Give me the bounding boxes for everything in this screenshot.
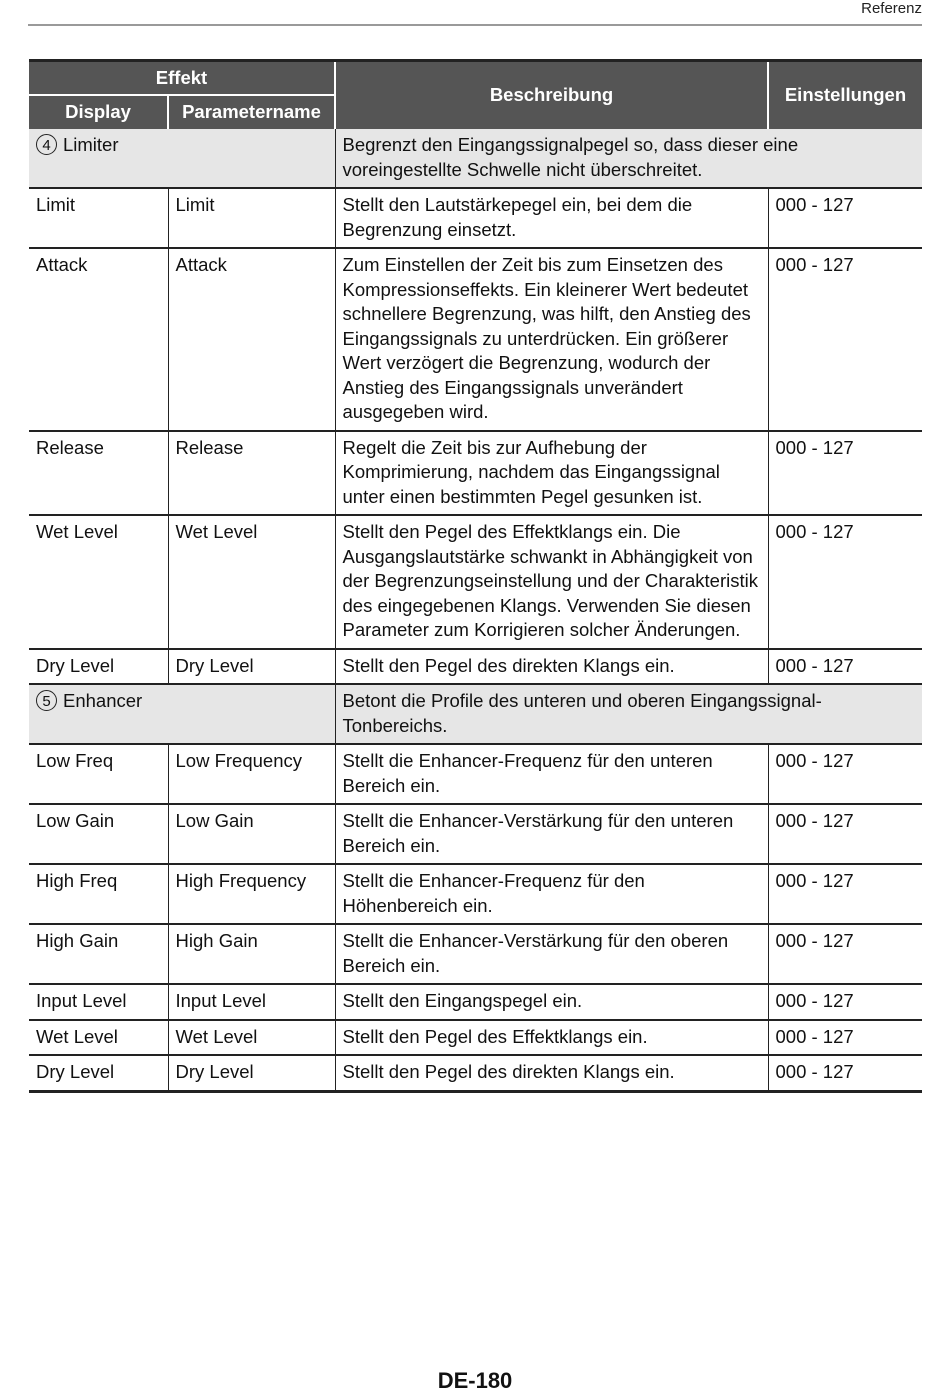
parameter-name-cell: Wet Level [168,1020,335,1056]
settings-range-cell: 000 - 127 [768,649,922,685]
effect-name-cell [29,129,335,188]
section-label: Referenz [861,0,922,17]
description-cell: Stellt den Pegel des direkten Klangs ein. [335,1055,768,1091]
display-cell: Limit [29,188,168,248]
parameter-name-cell: Release [168,431,335,516]
parameter-name-cell: High Gain [168,924,335,984]
parameter-row [29,984,922,1020]
description-cell: Stellt den Pegel des direkten Klangs ein. [335,649,768,685]
parameter-name-cell: Attack [168,248,335,431]
parameter-name-cell: Limit [168,188,335,248]
effect-name-cell [29,684,335,744]
display-cell: Input Level [29,984,168,1020]
description-cell: Stellt den Pegel des Effektklangs ein. [335,1020,768,1056]
parameter-name-cell: Dry Level [168,1055,335,1091]
settings-range-cell: 000 - 127 [768,864,922,924]
settings-range-cell: 000 - 127 [768,188,922,248]
top-rule [28,24,922,26]
effect-name: Limiter [63,134,119,155]
effect-description: Betont die Profile des unteren und oberen Eingangssignal-Tonbereichs. [335,684,922,744]
display-cell: Dry Level [29,649,168,685]
description-cell: Regelt die Zeit bis zur Aufhebung der Komprimierung, nachdem das Eingangssignal unter einen bestimmten Pegel gesunken ist. [335,431,768,516]
settings-range-cell: 000 - 127 [768,924,922,984]
parameter-row [29,804,922,864]
effect-number-badge: 5 [36,690,57,711]
header-parametername: Parametername [168,95,335,129]
description-cell: Stellt den Lautstärkepegel ein, bei dem die Begrenzung einsetzt. [335,188,768,248]
header-effekt: Effekt [29,61,335,96]
description-cell: Stellt den Eingangspegel ein. [335,984,768,1020]
parameter-row [29,431,922,516]
effect-description: Begrenzt den Eingangssignalpegel so, dass dieser eine voreingestellte Schwelle nicht überschreitet. [335,129,922,188]
display-cell: Wet Level [29,515,168,649]
display-cell: Dry Level [29,1055,168,1091]
settings-range-cell: 000 - 127 [768,804,922,864]
parameter-name-cell: Dry Level [168,649,335,685]
parameter-row [29,248,922,431]
description-cell: Stellt die Enhancer-Verstärkung für den oberen Bereich ein. [335,924,768,984]
settings-range-cell: 000 - 127 [768,984,922,1020]
parameter-name-cell: High Frequency [168,864,335,924]
display-cell: Low Gain [29,804,168,864]
settings-range-cell: 000 - 127 [768,1055,922,1091]
parameter-row [29,924,922,984]
parameter-row [29,744,922,804]
settings-range-cell: 000 - 127 [768,248,922,431]
display-cell: Wet Level [29,1020,168,1056]
parameter-row [29,1020,922,1056]
page-number: DE-180 [437,1368,513,1393]
effect-group-row [29,684,922,744]
parameter-name-cell: Wet Level [168,515,335,649]
settings-range-cell: 000 - 127 [768,1020,922,1056]
effect-name: Enhancer [63,690,143,711]
display-cell: High Gain [29,924,168,984]
description-cell: Zum Einstellen der Zeit bis zum Einsetzen des Kompressionseffekts. Ein kleinerer Wert bedeutet schnellere Begrenzung, was hilft, den Anstieg des Eingangssignals zu unterdrücken. Ein größerer Wert verzögert die Begrenzung, wodurch der Anstieg des Eingangssignals unverändert ausgegeben wird. [335,248,768,431]
effect-parameter-table [29,59,922,1093]
display-cell: Low Freq [29,744,168,804]
parameter-row [29,188,922,248]
effect-number-badge: 4 [36,134,57,155]
display-cell: Release [29,431,168,516]
parameter-row [29,1055,922,1091]
parameter-name-cell: Low Frequency [168,744,335,804]
header-beschreibung: Beschreibung [335,61,768,130]
parameter-row [29,515,922,649]
parameter-name-cell: Low Gain [168,804,335,864]
settings-range-cell: 000 - 127 [768,515,922,649]
effect-group-row [29,129,922,188]
display-cell: High Freq [29,864,168,924]
parameter-row [29,649,922,685]
description-cell: Stellt den Pegel des Effektklangs ein. Die Ausgangslautstärke schwankt in Abhängigkeit von der Begrenzungseinstellung und der Charakteristik des eingegebenen Klangs. Verwenden Sie diesen Parameter zum Korrigieren solcher Änderungen. [335,515,768,649]
header-einstellungen: Einstellungen [768,61,922,130]
display-cell: Attack [29,248,168,431]
description-cell: Stellt die Enhancer-Frequenz für den unteren Bereich ein. [335,744,768,804]
parameter-row [29,864,922,924]
description-cell: Stellt die Enhancer-Frequenz für den Höhenbereich ein. [335,864,768,924]
parameter-name-cell: Input Level [168,984,335,1020]
settings-range-cell: 000 - 127 [768,431,922,516]
header-display: Display [29,95,168,129]
table-body [29,129,922,1091]
settings-range-cell: 000 - 127 [768,744,922,804]
description-cell: Stellt die Enhancer-Verstärkung für den unteren Bereich ein. [335,804,768,864]
